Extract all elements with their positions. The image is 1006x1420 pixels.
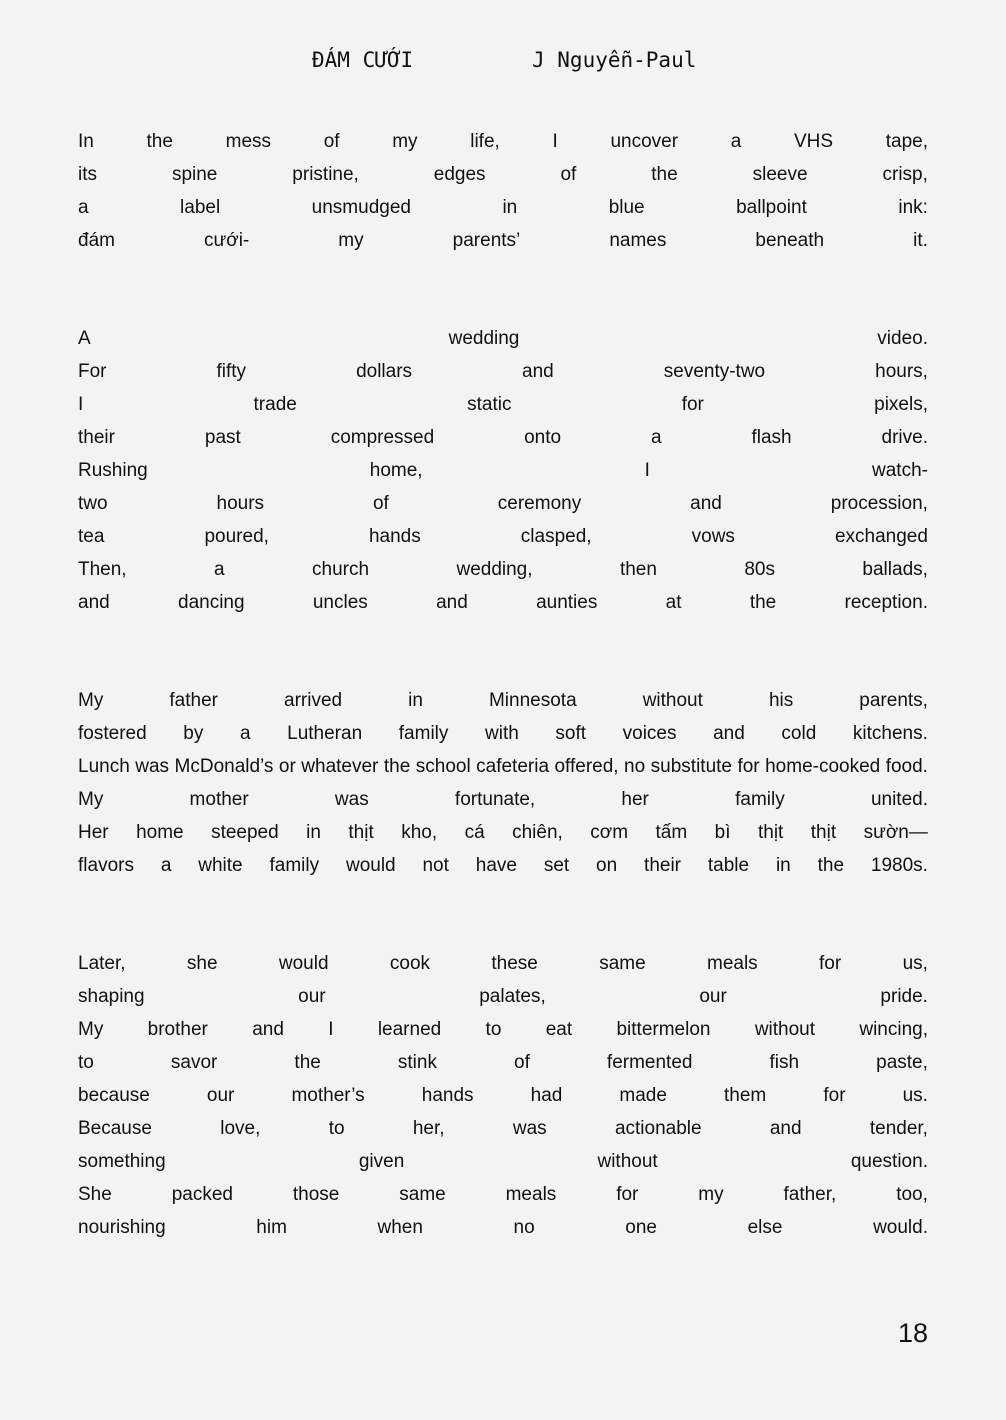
poem-word: father, (783, 1183, 837, 1205)
poem-word: was (135, 755, 170, 777)
poem-word: in (408, 689, 423, 711)
poem-word: Lunch (78, 755, 130, 777)
poem-word: arrived (284, 689, 343, 711)
poem-word: hands (421, 1084, 474, 1106)
poem-word: whatever (301, 755, 379, 777)
poem-word: and (522, 360, 554, 382)
poem-word: home-cooked (765, 755, 881, 777)
poem-word: the (383, 755, 411, 777)
poem-word: edges (433, 163, 486, 185)
poem-word: the (749, 591, 777, 613)
poem-line (78, 421, 928, 454)
poem-word: shaping (78, 985, 145, 1007)
poem-word: cá (464, 821, 485, 843)
poem-line (78, 783, 928, 816)
poem-word: mess (225, 130, 272, 152)
poem-word: tender, (869, 1117, 928, 1139)
poem-word: same (599, 952, 646, 974)
poem-word: pixels, (874, 393, 928, 415)
poem-word: my (392, 130, 418, 152)
poem-word: tấm (655, 821, 688, 843)
poem-word: a (730, 130, 742, 152)
poem-word: to (78, 1051, 94, 1073)
poem-word: pristine, (292, 163, 359, 185)
poem-word: us, (902, 952, 928, 974)
poem-word: đám (78, 229, 115, 251)
poem-word: Lutheran (287, 722, 363, 744)
poem-word: mother’s (291, 1084, 365, 1106)
poem-word: cook (389, 952, 431, 974)
poem-word: hours, (875, 360, 928, 382)
poem-word: bì (714, 821, 731, 843)
poem-word: My (78, 1018, 104, 1040)
poem-word: and (713, 722, 745, 744)
poem-line (78, 158, 928, 191)
poem-word: McDonald’s (174, 755, 274, 777)
poem-word: uncles (312, 591, 368, 613)
poem-word: too, (896, 1183, 928, 1205)
poem-word: Because (78, 1117, 152, 1139)
poem-word: flash (751, 426, 792, 448)
poem-word: clasped, (520, 525, 592, 547)
poem-word: names (609, 229, 667, 251)
poem-word: vows (691, 525, 735, 547)
poem-word: fish (769, 1051, 800, 1073)
poem-word: else (747, 1216, 783, 1238)
poem-word: of (372, 492, 389, 514)
poem-word: parents’ (452, 229, 521, 251)
poem-word: steeped (211, 821, 279, 843)
poem-word: for (823, 1084, 846, 1106)
poem-line (78, 1178, 928, 1211)
poem-word: paste, (876, 1051, 928, 1073)
poem-word: something (78, 1150, 166, 1172)
poem-line (78, 717, 928, 750)
poem-word: and (252, 1018, 284, 1040)
poem-word: and (78, 591, 110, 613)
poem-word: cưới- (204, 229, 250, 251)
poem-word: for (681, 393, 704, 415)
poem-word: For (78, 360, 107, 382)
poem-line (78, 553, 928, 586)
poem-word: the (146, 130, 173, 152)
poem-word: had (530, 1084, 563, 1106)
poem-word: a (651, 426, 662, 448)
poem-word: on (596, 854, 618, 876)
poem-word: at (665, 591, 682, 613)
poem-word: family (398, 722, 449, 744)
poem-word: white (198, 854, 243, 876)
poem-word: the (651, 163, 678, 185)
poem-word: poured, (204, 525, 269, 547)
poem-line (78, 125, 928, 158)
poem-line (78, 520, 928, 553)
poem-word: ceremony (497, 492, 582, 514)
poem-line (78, 1079, 928, 1112)
poem-word: ballads, (862, 558, 928, 580)
poem-word: in (306, 821, 321, 843)
poem-word: their (644, 854, 682, 876)
poem-word: meals (505, 1183, 557, 1205)
poem-word: the (294, 1051, 321, 1073)
poem-word: Her (78, 821, 109, 843)
poem-word: onto (524, 426, 562, 448)
poem-word: and (436, 591, 468, 613)
poem-word: school (415, 755, 471, 777)
poem-word: united. (870, 788, 928, 810)
poem-word: no (513, 1216, 535, 1238)
poem-word: church (312, 558, 370, 580)
poem-word: a (160, 854, 172, 876)
poem-word: because (78, 1084, 150, 1106)
poem-word: pride. (880, 985, 928, 1007)
poem-line (78, 1112, 928, 1145)
poem-word: In (78, 130, 94, 152)
poem-word: 1980s. (870, 854, 928, 876)
poem-word: him (256, 1216, 287, 1238)
poem-word: stink (397, 1051, 437, 1073)
poem-word: 80s (744, 558, 775, 580)
poem-line (78, 224, 928, 257)
poem-word: his (768, 689, 794, 711)
poem-line (78, 1046, 928, 1079)
poem-line (78, 388, 928, 421)
poem-word: brother (147, 1018, 208, 1040)
poem-word: Then, (78, 558, 127, 580)
poem-word: substitute (650, 755, 732, 777)
poem-word: ballpoint (736, 196, 807, 218)
poem-word: fermented (606, 1051, 693, 1073)
poem-author: J Nguyễn-Paul (532, 48, 697, 72)
poem-word: without (597, 1150, 658, 1172)
poem-word: video. (877, 327, 928, 349)
poem-word: ink: (898, 196, 928, 218)
poem-word: unsmudged (311, 196, 411, 218)
poem-word: a (78, 196, 89, 218)
poem-word: palates, (479, 985, 546, 1007)
poem-word: my (338, 229, 364, 251)
poem-word: voices (622, 722, 677, 744)
poem-word: thịt (757, 821, 784, 843)
poem-word: then (619, 558, 657, 580)
poem-word: and (690, 492, 722, 514)
poem-word: a (214, 558, 225, 580)
poem-word: have (475, 854, 517, 876)
poem-word: fostered (78, 722, 147, 744)
poem-word: no (624, 755, 646, 777)
poem-word: cold (781, 722, 817, 744)
poem-word: for (616, 1183, 639, 1205)
poem-word: uncover (610, 130, 679, 152)
poem-word: same (399, 1183, 446, 1205)
poem-word: savor (170, 1051, 218, 1073)
poem-word: eat (545, 1018, 573, 1040)
poem-word: given (358, 1150, 405, 1172)
poem-word: dancing (178, 591, 245, 613)
poem-word: offered, (554, 755, 619, 777)
poem-word: when (377, 1216, 423, 1238)
poem-word: to (485, 1018, 502, 1040)
poem-word: these (491, 952, 538, 974)
poem-word: food. (885, 755, 928, 777)
poem-word: tape, (885, 130, 928, 152)
poem-word: thịt (810, 821, 837, 843)
poem-word: not (422, 854, 449, 876)
poem-word: I (644, 459, 650, 481)
page-number: 18 (897, 1318, 928, 1348)
poem-word: trade (253, 393, 297, 415)
poem-word: hands (368, 525, 421, 547)
poem-word: our (298, 985, 326, 1007)
poem-word: of (323, 130, 340, 152)
poem-word: set (543, 854, 570, 876)
poem-word: the (817, 854, 845, 876)
poem-word: drive. (881, 426, 928, 448)
poem-word: in (775, 854, 791, 876)
poem-line (78, 750, 928, 783)
poem-word: of (560, 163, 577, 185)
poem-word: two (78, 492, 108, 514)
poem-word: learned (377, 1018, 442, 1040)
poem-line (78, 980, 928, 1013)
poem-word: us. (902, 1084, 928, 1106)
poem-line (78, 1145, 928, 1178)
poem-word: static (467, 393, 512, 415)
poem-line (78, 191, 928, 224)
poem-word: I (328, 1018, 334, 1040)
poem-word: wedding, (456, 558, 533, 580)
poem-word: She (78, 1183, 112, 1205)
poem-word: past (204, 426, 241, 448)
poem-line (78, 947, 928, 980)
poem-word: would (345, 854, 396, 876)
poem-word: A (78, 327, 91, 349)
poem-word: nourishing (78, 1216, 166, 1238)
poem-word: My (78, 689, 104, 711)
poem-word: was (512, 1117, 547, 1139)
poem-word: aunties (536, 591, 598, 613)
poem-word: reception. (844, 591, 928, 613)
poem-word: it. (913, 229, 928, 251)
poem-word: parents, (859, 689, 928, 711)
poem-word: sườn— (863, 821, 928, 843)
poem-word: spine (171, 163, 218, 185)
poem-word: life, (470, 130, 500, 152)
poem-word: packed (171, 1183, 233, 1205)
poem-word: sleeve (752, 163, 808, 185)
poem-word: those (292, 1183, 340, 1205)
poem-line (78, 454, 928, 487)
poem-word: seventy-two (663, 360, 766, 382)
poem-word: her, (412, 1117, 445, 1139)
poem-word: or (278, 755, 296, 777)
poem-word: without (642, 689, 703, 711)
poem-word: wedding (448, 327, 520, 349)
poem-word: procession, (830, 492, 928, 514)
poem-word: our (206, 1084, 235, 1106)
poem-word: kitchens. (852, 722, 928, 744)
poem-word: table (707, 854, 750, 876)
poem-line (78, 487, 928, 520)
poem-word: tea (78, 525, 105, 547)
poem-word: and (769, 1117, 802, 1139)
poem-word: thịt (348, 821, 374, 843)
poem-word: Minnesota (488, 689, 577, 711)
poem-word: kho, (401, 821, 438, 843)
poem-word: My (78, 788, 104, 810)
poem-line (78, 1211, 928, 1244)
poem-line (78, 586, 928, 619)
poem-word: a (239, 722, 251, 744)
poem-word: our (699, 985, 727, 1007)
poem-word: fortunate, (454, 788, 536, 810)
page-header (0, 48, 1006, 80)
poem-word: was (334, 788, 369, 810)
poem-word: label (180, 196, 221, 218)
poem-word: wincing, (859, 1018, 928, 1040)
poem-word: them (724, 1084, 767, 1106)
poem-word: watch- (872, 459, 928, 481)
poem-word: for (819, 952, 842, 974)
poem-word: for (737, 755, 760, 777)
poem-word: mother (189, 788, 249, 810)
poem-word: I (552, 130, 558, 152)
poem-word: exchanged (834, 525, 928, 547)
poem-word: home, (369, 459, 423, 481)
poem-word: with (485, 722, 519, 744)
poem-word: love, (220, 1117, 261, 1139)
poem-word: family (735, 788, 785, 810)
poem-line (78, 322, 928, 355)
poem-word: Later, (78, 952, 126, 974)
poem-line (78, 849, 928, 882)
poem-word: by (183, 722, 204, 744)
poem-word: in (502, 196, 518, 218)
poem-word: cafeteria (476, 755, 550, 777)
poem-word: question. (850, 1150, 928, 1172)
poem-line (78, 816, 928, 849)
poem-word: VHS (793, 130, 834, 152)
poem-word: family (269, 854, 320, 876)
poem-word: would. (873, 1216, 928, 1238)
poem-word: my (698, 1183, 724, 1205)
poem-word: Rushing (78, 459, 148, 481)
poem-word: she (186, 952, 218, 974)
poem-word: made (619, 1084, 667, 1106)
poem-word: crisp, (882, 163, 928, 185)
poem-word: fifty (216, 360, 247, 382)
poem-line (78, 684, 928, 717)
poem-word: meals (707, 952, 758, 974)
poem-word: actionable (614, 1117, 702, 1139)
poem-word: of (514, 1051, 530, 1073)
poem-title: ĐÁM CƯỚI (312, 48, 414, 72)
poem-word: father (169, 689, 218, 711)
poem-word: its (78, 163, 97, 185)
poem-line (78, 1013, 928, 1046)
poem-word: home (136, 821, 184, 843)
poem-word: dollars (356, 360, 413, 382)
poem-word: I (78, 393, 84, 415)
poem-word: beneath (755, 229, 825, 251)
poem-word: to (328, 1117, 345, 1139)
poem-word: blue (608, 196, 645, 218)
poem-line (78, 355, 928, 388)
poem-word: their (78, 426, 115, 448)
poem-word: would (278, 952, 329, 974)
poem-word: bittermelon (616, 1018, 711, 1040)
poem-word: cơm (590, 821, 629, 843)
poem-word: without (754, 1018, 816, 1040)
poem-word: one (625, 1216, 657, 1238)
poem-word: soft (555, 722, 587, 744)
poem-word: hours (216, 492, 265, 514)
poem-word: her (621, 788, 649, 810)
poem-word: flavors (78, 854, 134, 876)
poem-word: chiên, (512, 821, 563, 843)
poem-word: compressed (330, 426, 435, 448)
